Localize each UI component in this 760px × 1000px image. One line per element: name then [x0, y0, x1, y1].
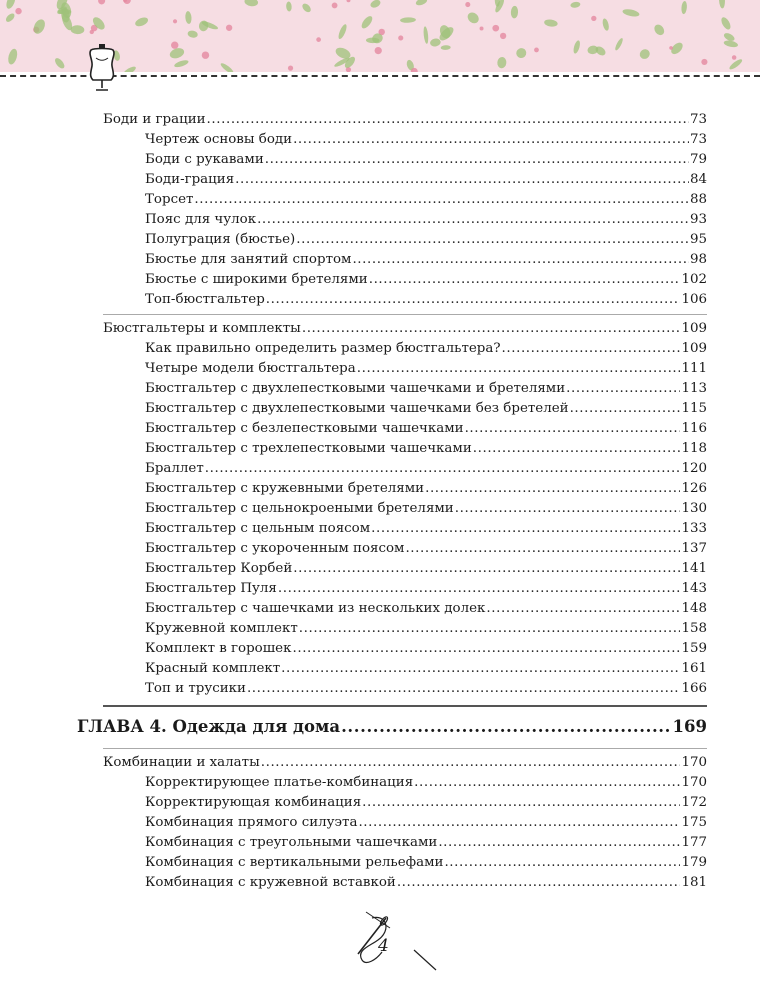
flower-dot — [465, 2, 470, 7]
flower-dot — [98, 0, 105, 4]
entry-title: Пояс для чулок — [145, 212, 257, 227]
dot-leader — [235, 171, 689, 189]
entry-title: Комбинации и халаты — [103, 755, 260, 770]
toc-entry — [145, 131, 707, 149]
entry-title: Бюстгальтер Пуля — [145, 581, 277, 596]
toc-entry — [145, 231, 707, 249]
dot-leader — [444, 854, 680, 872]
leaf-shape — [441, 45, 451, 50]
entry-page: 133 — [681, 521, 707, 536]
toc-entry — [145, 191, 707, 209]
leaf-shape — [4, 12, 16, 24]
leaf-shape — [301, 2, 313, 14]
dot-leader — [352, 251, 689, 269]
entry-title: Бюстгальтер с чашечками из нескольких долек — [145, 601, 486, 616]
dot-leader — [357, 360, 681, 378]
flower-dot — [480, 27, 484, 31]
dot-leader — [369, 271, 681, 289]
entry-page: 166 — [681, 681, 707, 696]
entry-page: 73 — [689, 132, 707, 147]
entry-page: 113 — [681, 381, 707, 396]
entry-page: 143 — [681, 581, 707, 596]
entry-page: 120 — [681, 461, 707, 476]
section-divider — [103, 314, 707, 315]
flower-dot — [173, 19, 177, 23]
leaf-shape — [286, 1, 292, 11]
entry-page: 73 — [689, 112, 707, 127]
entry-page: 109 — [681, 341, 707, 356]
entry-page: 84 — [689, 172, 707, 187]
entry-page: 118 — [681, 441, 707, 456]
leaf-shape — [168, 46, 185, 60]
leaf-shape — [5, 0, 17, 10]
leaf-shape — [638, 47, 652, 61]
flower-dot — [591, 16, 596, 21]
leaf-shape — [719, 0, 726, 9]
toc-entry — [103, 754, 707, 772]
entry-title: Комбинация с треугольными чашечками — [145, 835, 438, 850]
entry-page: 161 — [681, 661, 707, 676]
dot-leader — [455, 500, 681, 518]
page-number: 4 — [378, 936, 389, 956]
entry-page: 98 — [689, 252, 707, 267]
entry-title: Топ и трусики — [145, 681, 246, 696]
chapter-entry — [77, 716, 707, 738]
toc-entry — [145, 211, 707, 229]
toc-entry — [145, 151, 707, 169]
entry-title: Бюстгальтер с укороченным поясом — [145, 541, 405, 556]
toc-entry — [145, 440, 707, 458]
dot-leader — [438, 834, 680, 852]
entry-page: 181 — [681, 875, 707, 890]
entry-title: Четыре модели бюстгальтера — [145, 361, 356, 376]
leaf-shape — [423, 26, 429, 44]
entry-title: ГЛАВА 4. Одежда для дома — [77, 717, 341, 736]
dot-leader — [302, 320, 681, 338]
toc-entry — [145, 291, 707, 309]
section-divider — [103, 705, 707, 707]
dot-leader — [362, 794, 680, 812]
flower-dot — [398, 35, 403, 40]
leaf-shape — [400, 17, 416, 23]
entry-title: Корректирующая комбинация — [145, 795, 362, 810]
flower-dot — [346, 0, 350, 2]
entry-title: Бюстгальтер с двухлепестковыми чашечками без бретелей — [145, 401, 569, 416]
entry-page: 130 — [681, 501, 707, 516]
leaf-shape — [681, 1, 687, 15]
leaf-shape — [7, 48, 19, 66]
toc-entry — [145, 520, 707, 538]
dot-leader — [566, 380, 680, 398]
leaf-shape — [173, 59, 189, 69]
entry-title: Комбинация с вертикальными рельефами — [145, 855, 444, 870]
leaf-shape — [415, 0, 428, 7]
entry-page: 141 — [681, 561, 707, 576]
entry-title: Бюстье с широкими бретелями — [145, 272, 368, 287]
leaf-shape — [515, 47, 528, 60]
entry-page: 115 — [681, 401, 707, 416]
entry-page: 169 — [672, 717, 707, 736]
entry-page: 179 — [681, 855, 707, 870]
flower-dot — [202, 51, 209, 58]
dot-leader — [486, 600, 680, 618]
leaf-shape — [652, 23, 666, 37]
toc-entry — [145, 360, 707, 378]
toc-entry — [145, 814, 707, 832]
dot-leader — [207, 111, 689, 129]
leaf-shape — [728, 58, 743, 71]
leaf-shape — [602, 18, 610, 31]
entry-page: 102 — [681, 272, 707, 287]
entry-title: Бюстье для занятий спортом — [145, 252, 352, 267]
dot-leader — [266, 291, 681, 309]
entry-page: 109 — [681, 321, 707, 336]
toc-entry — [145, 774, 707, 792]
entry-title: Кружевной комплект — [145, 621, 298, 636]
toc-entry — [145, 420, 707, 438]
toc-entry — [145, 460, 707, 478]
leaf-shape — [244, 0, 259, 7]
entry-title: Комплект в горошек — [145, 641, 292, 656]
entry-title: Браллет — [145, 461, 204, 476]
leaf-shape — [70, 25, 84, 34]
toc-entry — [145, 251, 707, 269]
entry-title: Бюстгальтеры и комплекты — [103, 321, 301, 336]
entry-page: 175 — [681, 815, 707, 830]
section-divider — [103, 748, 707, 749]
leaf-shape — [720, 16, 733, 31]
entry-title: Красный комплект — [145, 661, 281, 676]
entry-page: 88 — [689, 192, 707, 207]
toc-entry — [145, 874, 707, 892]
dot-leader — [247, 680, 681, 698]
leaf-shape — [511, 6, 519, 19]
entry-title: Бюстгальтер с кружевными бретелями — [145, 481, 425, 496]
dot-leader — [358, 814, 680, 832]
leaf-shape — [53, 56, 66, 70]
entry-page: 111 — [681, 361, 707, 376]
leaf-shape — [31, 18, 47, 36]
entry-page: 116 — [681, 421, 707, 436]
toc-entry — [145, 600, 707, 618]
dot-leader — [371, 520, 680, 538]
entry-title: Бюстгальтер с двухлепестковыми чашечками и бретелями — [145, 381, 566, 396]
entry-title: Чертеж основы боди — [145, 132, 293, 147]
toc-entry — [145, 660, 707, 678]
entry-page: 170 — [681, 775, 707, 790]
entry-title: Бюстгальтер с цельным поясом — [145, 521, 371, 536]
toc-entry — [145, 854, 707, 872]
leaf-shape — [544, 19, 558, 28]
toc-entry — [103, 320, 707, 338]
entry-title: Комбинация с кружевной вставкой — [145, 875, 396, 890]
leaf-shape — [587, 45, 599, 55]
entry-title: Комбинация прямого силуэта — [145, 815, 358, 830]
toc-entry — [145, 171, 707, 189]
leaf-shape — [187, 30, 198, 39]
entry-page: 172 — [681, 795, 707, 810]
toc-entry — [145, 560, 707, 578]
dot-leader — [194, 191, 689, 209]
flower-dot — [171, 42, 178, 49]
entry-title: Боди с рукавами — [145, 152, 264, 167]
flower-dot — [534, 48, 539, 53]
dot-leader — [341, 716, 671, 738]
dot-leader — [414, 774, 680, 792]
toc-entry — [145, 340, 707, 358]
dot-leader — [292, 640, 680, 658]
flower-dot — [492, 25, 499, 32]
entry-page: 137 — [681, 541, 707, 556]
dot-leader — [281, 660, 680, 678]
leaf-shape — [219, 62, 234, 72]
entry-title: Бюстгальтер с цельнокроеными бретелями — [145, 501, 454, 516]
dot-leader — [299, 620, 681, 638]
flower-dot — [316, 37, 321, 42]
entry-title: Торсет — [145, 192, 194, 207]
dot-leader — [205, 460, 681, 478]
dot-leader — [257, 211, 689, 229]
entry-page: 95 — [689, 232, 707, 247]
leaf-shape — [572, 40, 581, 55]
toc-entry — [145, 680, 707, 698]
entry-page: 148 — [681, 601, 707, 616]
flower-dot — [669, 46, 673, 50]
entry-page: 106 — [681, 292, 707, 307]
entry-page: 177 — [681, 835, 707, 850]
leaf-shape — [185, 11, 192, 24]
toc-entry — [145, 540, 707, 558]
leaf-shape — [369, 0, 381, 9]
flower-dot — [15, 8, 21, 14]
flower-dot — [732, 55, 737, 60]
dot-leader — [293, 560, 680, 578]
entry-page: 158 — [681, 621, 707, 636]
entry-page: 79 — [689, 152, 707, 167]
flower-dot — [375, 47, 382, 54]
dot-leader — [465, 420, 681, 438]
flower-dot — [288, 65, 293, 70]
leaf-shape — [337, 23, 348, 40]
leaf-shape — [497, 56, 507, 68]
toc-entry — [145, 271, 707, 289]
toc-entry — [145, 640, 707, 658]
entry-title: Бюстгальтер с безлепестковыми чашечками — [145, 421, 464, 436]
dot-leader — [296, 231, 689, 249]
entry-title: Полуграция (бюстье) — [145, 232, 296, 247]
entry-page: 93 — [689, 212, 707, 227]
leaf-shape — [134, 16, 149, 28]
dot-leader — [261, 754, 681, 772]
dot-leader — [405, 540, 680, 558]
toc-entry — [145, 480, 707, 498]
toc-entry — [145, 400, 707, 418]
toc-entry — [103, 111, 707, 129]
entry-title: Боди-грация — [145, 172, 235, 187]
entry-title: Топ-бюстгальтер — [145, 292, 265, 307]
dot-leader — [473, 440, 681, 458]
dot-leader — [502, 340, 681, 358]
toc-entry — [145, 620, 707, 638]
entry-page: 170 — [681, 755, 707, 770]
flower-dot — [123, 0, 131, 4]
flower-dot — [500, 33, 506, 39]
flower-dot — [332, 3, 338, 9]
leaf-shape — [466, 10, 481, 25]
toc-entry — [145, 500, 707, 518]
entry-page: 159 — [681, 641, 707, 656]
leaf-shape — [570, 1, 581, 8]
entry-title: Корректирующее платье-комбинация — [145, 775, 414, 790]
mannequin-icon — [84, 42, 120, 94]
leaf-shape — [622, 8, 640, 18]
entry-title: Бюстгальтер Корбей — [145, 561, 293, 576]
dot-leader — [570, 400, 681, 418]
entry-title: Боди и грации — [103, 112, 206, 127]
flower-dot — [701, 59, 707, 65]
entry-title: Как правильно определить размер бюстгальтера? — [145, 341, 501, 356]
dot-leader — [278, 580, 681, 598]
entry-title: Бюстгальтер с трехлепестковыми чашечками — [145, 441, 472, 456]
flower-dot — [226, 25, 232, 31]
toc-entry — [145, 834, 707, 852]
dot-leader — [265, 151, 689, 169]
needle-thread-icon — [352, 910, 442, 974]
entry-page: 126 — [681, 481, 707, 496]
toc-entry — [145, 794, 707, 812]
leaf-shape — [429, 38, 441, 48]
toc-entry — [145, 380, 707, 398]
dot-leader — [293, 131, 689, 149]
leaf-shape — [122, 65, 137, 72]
leaf-shape — [360, 14, 375, 30]
toc-entry — [145, 580, 707, 598]
dot-leader — [397, 874, 681, 892]
leaf-shape — [614, 37, 624, 51]
dot-leader — [425, 480, 680, 498]
